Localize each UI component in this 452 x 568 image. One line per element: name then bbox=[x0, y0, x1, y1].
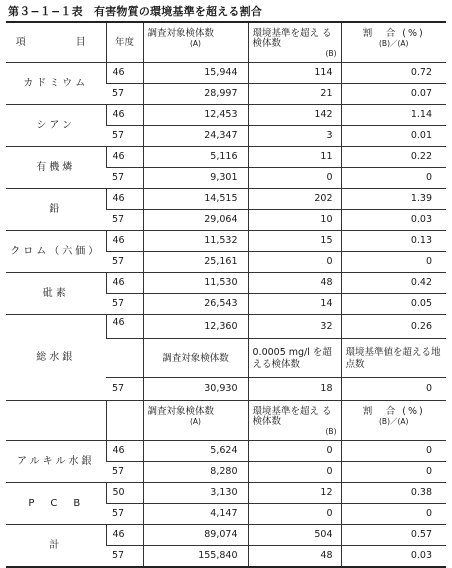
table-row bbox=[6, 189, 446, 210]
header-samples-sub: (A) bbox=[190, 416, 201, 426]
header-exceed-label: 環境基準を超え る検体数 bbox=[252, 406, 332, 427]
row-year: 57 bbox=[106, 378, 143, 401]
row-samples: 12,360 bbox=[143, 315, 248, 339]
row-samples: 24,347 bbox=[143, 126, 248, 147]
row-samples: 30,930 bbox=[143, 378, 248, 401]
row-ratio: 0.03 bbox=[341, 546, 446, 568]
row-exceed: 21 bbox=[248, 84, 341, 105]
row-exceed: 114 bbox=[248, 63, 341, 84]
table-row bbox=[6, 315, 446, 339]
row-ratio: 0.07 bbox=[341, 84, 446, 105]
row-samples: 9,301 bbox=[143, 168, 248, 189]
header-ratio-sub: (B)／(A) bbox=[379, 416, 409, 426]
row-samples: 3,130 bbox=[143, 483, 248, 504]
row-ratio: 0.05 bbox=[341, 294, 446, 315]
row-samples: 89,074 bbox=[143, 525, 248, 546]
header-blank bbox=[106, 401, 143, 441]
row-year: 50 bbox=[106, 483, 143, 504]
row-ratio: 0 bbox=[341, 504, 446, 525]
row-exceed: 0 bbox=[248, 168, 341, 189]
row-samples: 14,515 bbox=[143, 189, 248, 210]
row-item-name: P C B bbox=[6, 483, 106, 525]
row-samples: 12,453 bbox=[143, 105, 248, 126]
header-samples-label: 調査対象検体数 bbox=[147, 406, 215, 417]
row-samples: 4,147 bbox=[143, 504, 248, 525]
header-ratio bbox=[341, 22, 446, 63]
row-exceed: 15 bbox=[248, 231, 341, 252]
mercury-header-exceed: 0.0005 mg/l を超える検体数 bbox=[248, 339, 341, 378]
row-year: 46 bbox=[106, 525, 143, 546]
row-year: 46 bbox=[106, 147, 143, 168]
row-ratio: 1.39 bbox=[341, 189, 446, 210]
row-ratio: 0 bbox=[341, 462, 446, 483]
row-exceed: 504 bbox=[248, 525, 341, 546]
table-title: 第３−１−１表 有害物質の環境基準を超える割合 bbox=[8, 5, 263, 18]
row-exceed: 202 bbox=[248, 189, 341, 210]
row-exceed: 18 bbox=[248, 378, 341, 401]
row-year: 46 bbox=[106, 441, 143, 462]
header-exceed-label: 環境基準を超え る検体数 bbox=[252, 28, 332, 49]
table-row bbox=[6, 147, 446, 168]
header-ratio-label: 割 合 (%) bbox=[362, 406, 425, 417]
row-item-name: 計 bbox=[6, 525, 106, 568]
row-ratio: 0.13 bbox=[341, 231, 446, 252]
row-year: 46 bbox=[106, 273, 143, 294]
row-item-name: 鉛 bbox=[6, 189, 106, 231]
mercury-header-samples: 調査対象検体数 bbox=[143, 339, 248, 378]
row-item-name: アルキル水銀 bbox=[6, 441, 106, 483]
header-exceed-sub: (B) bbox=[325, 48, 337, 58]
header-blank bbox=[6, 401, 106, 441]
header-samples bbox=[143, 22, 248, 63]
year-blank bbox=[106, 339, 143, 378]
row-samples: 11,530 bbox=[143, 273, 248, 294]
table-row bbox=[6, 441, 446, 462]
row-exceed: 14 bbox=[248, 294, 341, 315]
row-ratio: 0 bbox=[341, 252, 446, 273]
header-row bbox=[6, 22, 446, 63]
table-row bbox=[6, 273, 446, 294]
row-samples: 155,840 bbox=[143, 546, 248, 568]
header-ratio-label: 割 合 (%) bbox=[362, 28, 425, 39]
row-year: 57 bbox=[106, 252, 143, 273]
row-item-name: クロム（六価） bbox=[6, 231, 106, 273]
row-ratio: 0.72 bbox=[341, 63, 446, 84]
repeated-header-row bbox=[6, 401, 446, 441]
row-ratio: 0 bbox=[341, 168, 446, 189]
table-row bbox=[6, 525, 446, 546]
table-row bbox=[6, 105, 446, 126]
header-samples bbox=[143, 401, 248, 441]
row-ratio: 0.03 bbox=[341, 210, 446, 231]
row-samples: 11,532 bbox=[143, 231, 248, 252]
header-samples-label: 調査対象検体数 bbox=[147, 28, 215, 39]
row-year: 57 bbox=[106, 294, 143, 315]
row-year: 46 bbox=[106, 189, 143, 210]
row-item-name: 砒素 bbox=[6, 273, 106, 315]
table-row bbox=[6, 63, 446, 84]
row-year: 57 bbox=[106, 210, 143, 231]
row-year: 46 bbox=[106, 231, 143, 252]
row-samples: 8,280 bbox=[143, 462, 248, 483]
header-year: 年度 bbox=[106, 22, 143, 63]
row-ratio: 0.01 bbox=[341, 126, 446, 147]
row-item-name: カドミウム bbox=[6, 63, 106, 105]
row-exceed: 0 bbox=[248, 462, 341, 483]
row-ratio: 0.42 bbox=[341, 273, 446, 294]
mercury-header-points: 環境基準値を超える地点数 bbox=[341, 339, 446, 378]
table-row bbox=[6, 231, 446, 252]
row-year: 57 bbox=[106, 504, 143, 525]
row-ratio: 0.26 bbox=[341, 315, 446, 339]
row-ratio: 0 bbox=[341, 441, 446, 462]
row-points: 0 bbox=[341, 378, 446, 401]
row-year: 57 bbox=[106, 84, 143, 105]
table-row bbox=[6, 483, 446, 504]
row-exceed: 3 bbox=[248, 126, 341, 147]
row-samples: 5,116 bbox=[143, 147, 248, 168]
row-samples: 15,944 bbox=[143, 63, 248, 84]
row-year: 57 bbox=[106, 546, 143, 568]
row-exceed: 32 bbox=[248, 315, 341, 339]
row-exceed: 0 bbox=[248, 252, 341, 273]
row-year: 46 bbox=[106, 105, 143, 126]
row-exceed: 0 bbox=[248, 441, 341, 462]
header-exceed bbox=[248, 401, 341, 441]
row-exceed: 10 bbox=[248, 210, 341, 231]
row-samples: 5,624 bbox=[143, 441, 248, 462]
header-ratio bbox=[341, 401, 446, 441]
row-samples: 25,161 bbox=[143, 252, 248, 273]
row-samples: 29,064 bbox=[143, 210, 248, 231]
row-exceed: 0 bbox=[248, 504, 341, 525]
row-year: 57 bbox=[106, 168, 143, 189]
row-year: 57 bbox=[106, 462, 143, 483]
header-samples-sub: (A) bbox=[190, 38, 201, 48]
row-exceed: 48 bbox=[248, 273, 341, 294]
harmful-substances-table bbox=[6, 21, 446, 568]
row-exceed: 11 bbox=[248, 147, 341, 168]
row-exceed: 12 bbox=[248, 483, 341, 504]
row-item-name: 有機燐 bbox=[6, 147, 106, 189]
header-exceed-sub: (B) bbox=[325, 426, 337, 436]
row-ratio: 0.38 bbox=[341, 483, 446, 504]
header-exceed bbox=[248, 22, 341, 63]
header-item: 項 目 bbox=[6, 22, 106, 63]
row-samples: 26,543 bbox=[143, 294, 248, 315]
row-item-name: シアン bbox=[6, 105, 106, 147]
row-exceed: 142 bbox=[248, 105, 341, 126]
header-ratio-sub: (B)／(A) bbox=[379, 38, 409, 48]
row-ratio: 0.22 bbox=[341, 147, 446, 168]
row-item-name: 総水銀 bbox=[6, 315, 106, 401]
row-ratio: 0.57 bbox=[341, 525, 446, 546]
row-ratio: 1.14 bbox=[341, 105, 446, 126]
row-year: 46 bbox=[106, 63, 143, 84]
row-year: 46 bbox=[106, 315, 143, 339]
row-samples: 28,997 bbox=[143, 84, 248, 105]
row-year: 57 bbox=[106, 126, 143, 147]
row-exceed: 48 bbox=[248, 546, 341, 568]
